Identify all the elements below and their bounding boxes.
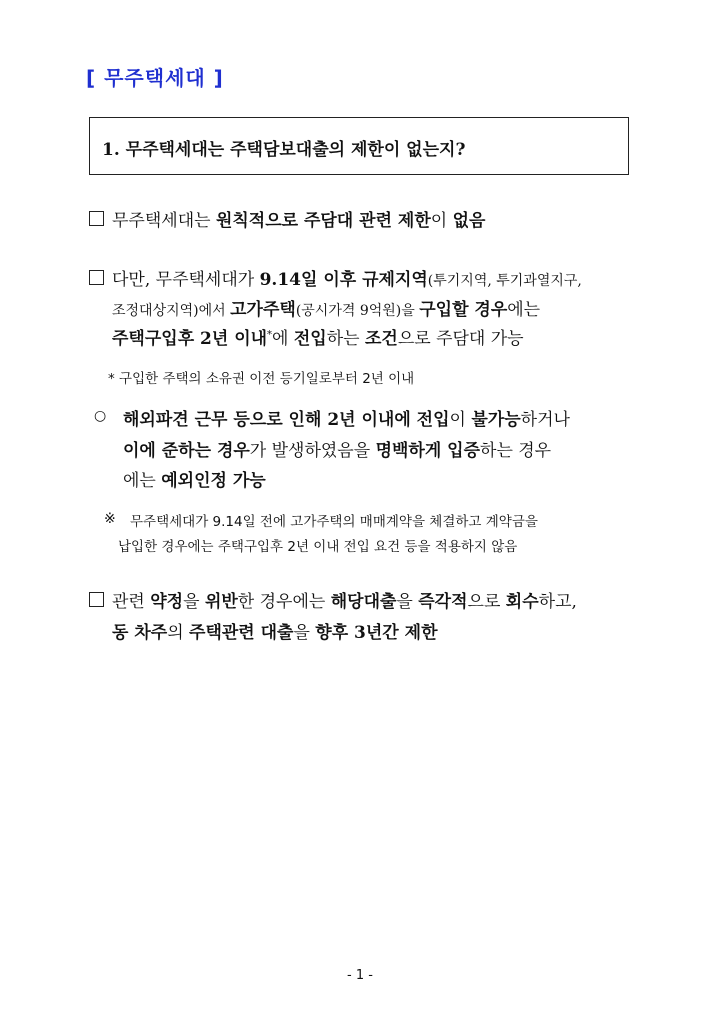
note-line-2: 납입한 경우에는 주택구입후 2년 이내 전입 요건 등을 적용하지 않음 [118, 539, 518, 555]
item-3-l2b: 가 발생하였음을 [249, 441, 376, 461]
item-2-l3c: 전입 [293, 329, 327, 349]
item-2-l1b: 9.14일 이후 규제지역 [259, 270, 428, 290]
item-1-text-c: 이 [430, 211, 453, 231]
item-4-l1g: 을 [396, 592, 419, 612]
item-4-l2c: 주택관련 대출 [189, 623, 294, 643]
item-2-l2d: 구입할 경우 [419, 300, 508, 320]
checkbox-square-icon [89, 270, 104, 285]
footnote-marker: * [267, 329, 273, 341]
item-2-l2c: (공시가격 9억원)을 [295, 303, 420, 319]
item-2-l2b: 고가주택 [230, 300, 296, 320]
item-2-l3e: 조건 [364, 329, 398, 349]
item-2-l3b: 에 [272, 329, 294, 349]
item-1-text-a: 무주택세대는 [112, 211, 216, 231]
item-3-l2d: 하는 경우 [480, 441, 552, 461]
question-box [89, 117, 629, 175]
item-2-l3a: 주택구입후 2년 이내 [112, 329, 268, 349]
item-3-l1d: 불가능 [471, 410, 521, 430]
reference-mark-icon: ※ [104, 511, 116, 527]
item-1-text-d: 없음 [452, 211, 486, 231]
section-heading: [ 무주택세대 ] [86, 66, 224, 90]
item-4-l2d: 을 [293, 623, 316, 643]
item-4-l1a: 관련 [112, 592, 151, 612]
item-2-l2e: 에는 [507, 300, 541, 320]
circle-bullet-icon: ○ [94, 408, 107, 424]
item-4-l1d: 위반 [204, 592, 238, 612]
item-3-l3b: 예외인정 가능 [161, 471, 266, 491]
item-2-l3f: 으로 주담대 가능 [397, 329, 524, 349]
item-3-l3a: 에는 [123, 471, 162, 491]
item-2-l1c: (투기지역, 투기과열지구, [427, 273, 582, 289]
item-1-text-b: 원칙적으로 주담대 관련 제한 [215, 211, 431, 231]
item-4-l1e: 한 경우에는 [237, 592, 331, 612]
checkbox-square-icon [89, 211, 104, 226]
item-3-l1b: 2년 이내에 전입 [327, 410, 450, 430]
item-3-l1c: 이 [449, 410, 472, 430]
item-3-l1a: 해외파견 근무 등으로 인해 [123, 410, 328, 430]
item-2-l3d: 하는 [326, 329, 365, 349]
item-4-l2b: 의 [167, 623, 190, 643]
item-4-l1h: 즉각적 [418, 592, 468, 612]
item-2-l1a: 다만, 무주택세대가 [112, 270, 260, 290]
item-4-l1i: 으로 [467, 592, 506, 612]
item-4-l1b: 약정 [150, 592, 184, 612]
note-line-1: 무주택세대가 9.14일 전에 고가주택의 매매계약을 체결하고 계약금을 [130, 514, 538, 530]
checkbox-square-icon [89, 592, 104, 607]
item-2-l2a: 조정대상지역)에서 [112, 303, 231, 319]
footnote: * 구입한 주택의 소유권 이전 등기일로부터 2년 이내 [108, 371, 415, 387]
item-3-l1e: 하거나 [520, 410, 570, 430]
item-4-l2a: 동 차주 [112, 623, 168, 643]
item-4-l1c: 을 [183, 592, 205, 612]
item-4-l2e: 향후 3년간 제한 [315, 623, 438, 643]
item-4-l1j: 회수 [505, 592, 539, 612]
item-3-l2a: 이에 준하는 경우 [123, 441, 250, 461]
item-4-l1f: 해당대출 [330, 592, 397, 612]
question-text: 1. 무주택세대는 주택담보대출의 제한이 없는지? [102, 140, 466, 160]
item-4-l1k: 하고, [538, 592, 577, 612]
item-3-l2c: 명백하게 입증 [375, 441, 481, 461]
page-number: - 1 - [347, 968, 373, 983]
